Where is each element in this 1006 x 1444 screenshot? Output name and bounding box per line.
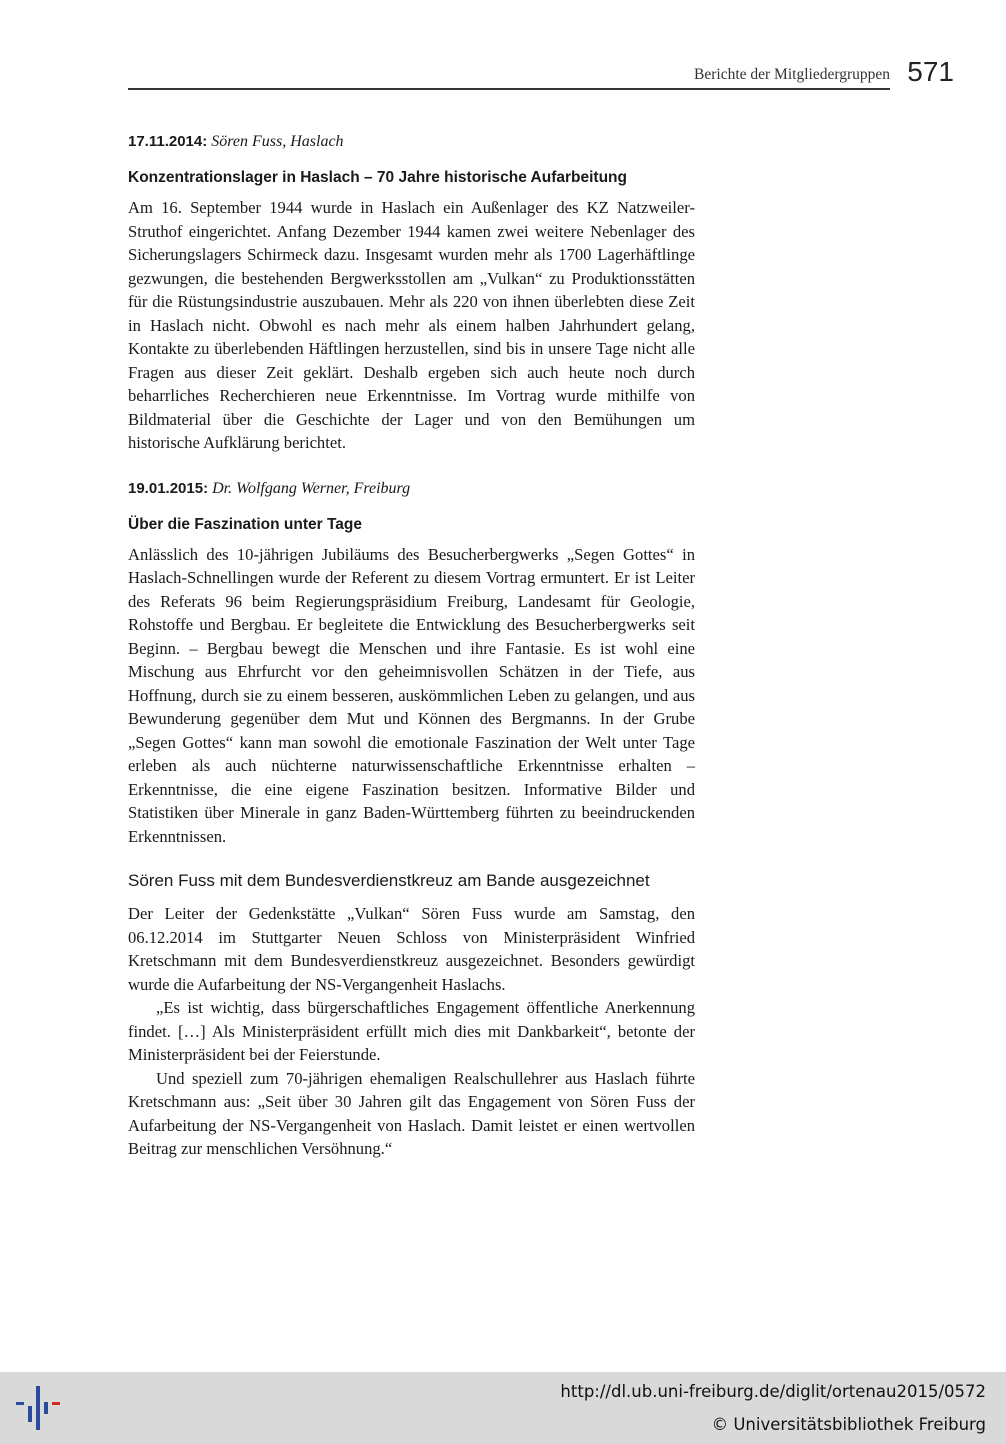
award-heading: Sören Fuss mit dem Bundesverdienstkreuz am Bande ausgezeichnet — [128, 871, 650, 890]
lecture-entry-2 — [128, 477, 695, 849]
lecture-author: Sören Fuss, Haslach — [211, 133, 344, 150]
page-header — [128, 56, 954, 96]
ub-freiburg-logo-icon — [12, 1382, 64, 1434]
lecture-title: Über die Faszination unter Tage — [128, 515, 362, 533]
lecture-date: 17.11.2014: — [128, 133, 208, 150]
lecture-date: 19.01.2015: — [128, 479, 209, 497]
lecture-paragraph: Am 16. September 1944 wurde in Haslach ein Außenlager des KZ Natzweiler-Struthof eingerichtet. Anfang Dezember 1944 kamen zwei weitere Nebenlager des Sicherungslagers Schirmeck dazu. Insgesamt wurden mehr als 1700 Lagerhäftlinge gezwungen, die bestehenden Bergwerksstollen am „Vulkan“ zu Produktionsstätten für die Rüstungsindustrie auszubauen. Mehr als 220 von ihnen überlebten diese Zeit in Haslach nicht. Obwohl es nach mehr als einem halben Jahrhundert gelang, Kontakte zu überlebenden Häftlingen herzustellen, sind bis in unsere Tage nicht alle Fragen aus dieser Zeit geklärt. Deshalb ergeben sich auch heute noch durch beharrliches Recherchieren neue Erkenntnisse. Im Vortrag wurde mithilfe von Bildmaterial über die Geschichte der Lager und von den Bemühungen um historische Aufklärung berichtet. — [128, 198, 695, 452]
footer-url-link[interactable]: http://dl.ub.uni-freiburg.de/diglit/ortenau2015/0572 — [560, 1382, 986, 1401]
running-title: Berichte der Mitgliedergruppen — [694, 66, 890, 83]
lecture-meta — [128, 477, 695, 501]
footer-band — [0, 1372, 1006, 1444]
award-paragraph: „Es ist wichtig, dass bürgerschaftliches Engagement öffentliche Anerkennung findet. […] Als Ministerpräsident erfüllt mich dies mit Dankbarkeit“, betonte der Ministerpräsident bei der Feierstunde. — [128, 998, 695, 1064]
main-column — [128, 130, 695, 1161]
lecture-entry-1 — [128, 130, 695, 455]
award-article — [128, 868, 695, 1161]
header-rule — [128, 88, 890, 90]
lecture-paragraph: Anlässlich des 10-jährigen Jubiläums des Besucherbergwerks „Segen Gottes“ in Haslach-Schnellingen wurde der Referent zu diesem Vortrag ermuntert. Er ist Leiter des Referats 96 beim Regierungspräsidium Freiburg, Landesamt für Geologie, Rohstoffe und Bergbau. Er begleitete die Entwicklung des Besucherbergwerks seit Beginn. – Bergbau bewegt die Menschen und ihre Fantasie. Es ist wohl eine Mischung aus Ehrfurcht vor den geheimnisvollen Schätzen in der Tiefe, aus Hoffnung, durch sie zu einem besseren, auskömmlichen Leben zu gelangen, und aus Bewunderung gegenüber dem Mut und Können des Bergmanns. In der Grube „Segen Gottes“ kann man sowohl die emotionale Faszination der Welt unter Tage erleben als auch nüchterne naturwissenschaftliche Erkenntnisse erhalten – Erkenntnisse, die eine eigene Faszination besitzen. Informative Bilder und Statistiken über Minerale in ganz Baden-Württemberg führten zu beeindruckenden Erkenntnissen. — [128, 544, 695, 846]
lecture-meta — [128, 130, 695, 154]
page-number: 571 — [907, 56, 954, 87]
footer-copyright: © Universitätsbibliothek Freiburg — [711, 1415, 986, 1434]
award-paragraph: Und speziell zum 70-jährigen ehemaligen Realschullehrer aus Haslach führte Kretschmann aus: „Seit über 30 Jahren gilt das Engagement von Sören Fuss der Aufarbeitung der NS-Vergangenheit von Haslach. Damit leistet er einen wertvollen Beitrag zur menschlichen Versöhnung.“ — [128, 1068, 695, 1158]
lecture-title: Konzentrationslager in Haslach – 70 Jahre historische Aufarbeitung — [128, 169, 627, 186]
award-paragraph: Der Leiter der Gedenkstätte „Vulkan“ Sören Fuss wurde am Samstag, den 06.12.2014 im Stuttgarter Neuen Schloss von Ministerpräsident Winfried Kretschmann mit dem Bundesverdienstkreuz ausgezeichnet. Besonders gewürdigt wurde die Aufarbeitung der NS-Vergangenheit Haslachs. — [128, 904, 695, 994]
lecture-author: Dr. Wolfgang Werner, Freiburg — [212, 479, 411, 497]
